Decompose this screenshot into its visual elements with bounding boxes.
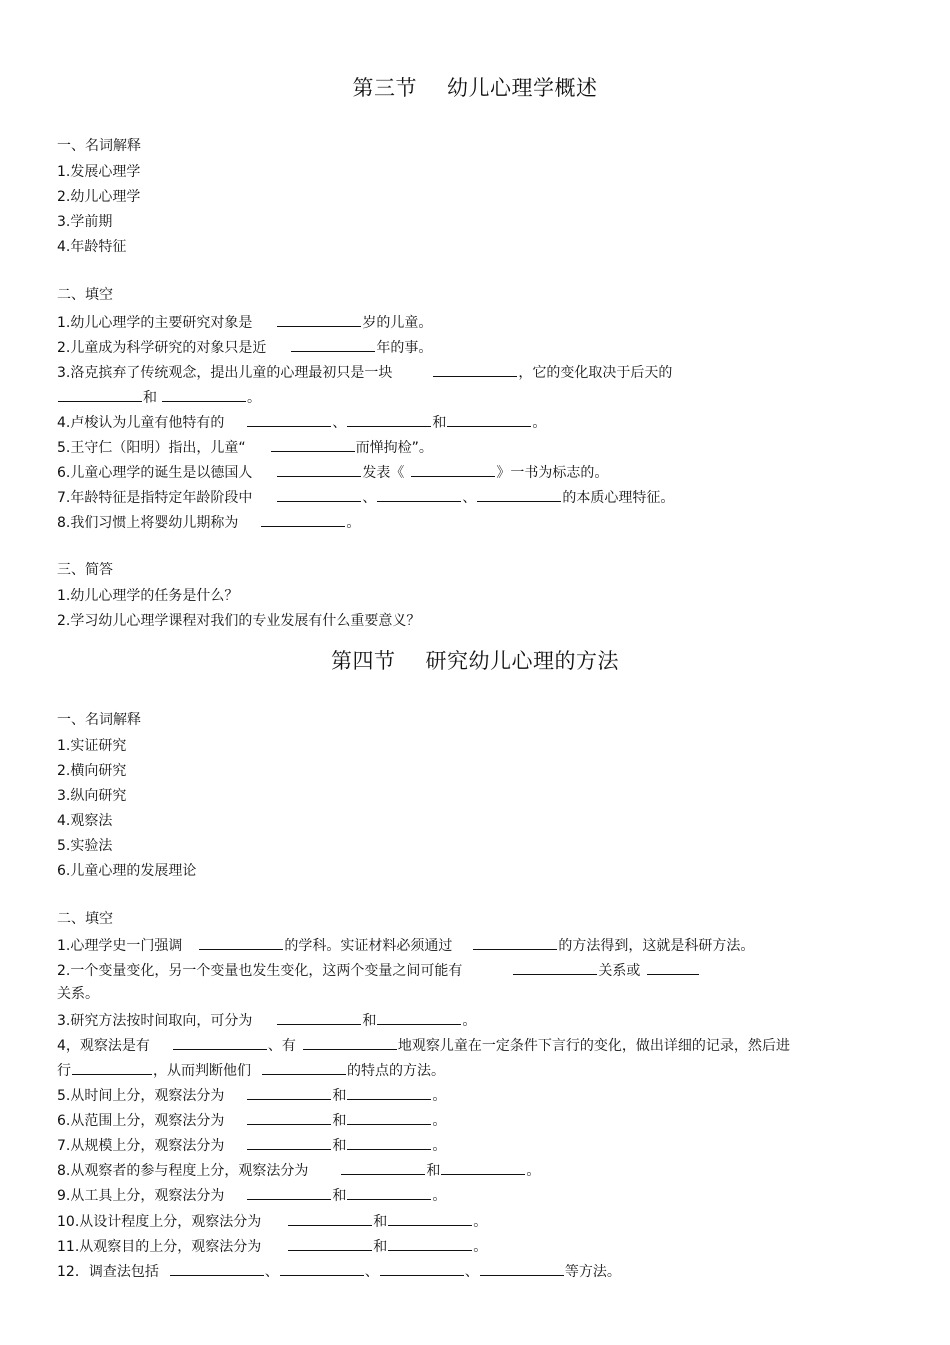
answer-blank[interactable] — [58, 388, 142, 402]
answer-blank[interactable] — [347, 1086, 431, 1100]
s4-fill-q10: 10.从设计程度上分，观察法分为 和 。 — [57, 1214, 488, 1230]
answer-blank[interactable] — [173, 1036, 267, 1050]
s4-part2-heading: 二、填空 — [57, 911, 113, 927]
s3-fill-q8: 8.我们习惯上将婴幼儿期称为 。 — [57, 515, 361, 531]
s3-part1-heading: 一、名词解释 — [57, 138, 141, 154]
s3-fill-q2: 2.儿童成为科学研究的对象只是近 年的事。 — [57, 340, 433, 356]
s4-term-2: 2.横向研究 — [57, 763, 127, 779]
s4-term-1: 1.实证研究 — [57, 738, 127, 754]
answer-blank[interactable] — [388, 1212, 472, 1226]
s4-fill-q6: 6.从范围上分，观察法分为 和 。 — [57, 1113, 447, 1129]
answer-blank[interactable] — [303, 1036, 397, 1050]
s3-fill-q5: 5.王守仁（阳明）指出，儿童“ 而惮拘检”。 — [57, 440, 433, 456]
section3-title-text: 幼儿心理学概述 — [447, 76, 598, 100]
s3-term-2: 2.幼儿心理学 — [57, 189, 141, 205]
answer-blank[interactable] — [447, 413, 531, 427]
s4-fill-q2: 2.一个变量变化，另一个变量也发生变化，这两个变量之间可能有 关系或 — [57, 961, 700, 980]
s3-fill-q1: 1.幼儿心理学的主要研究对象是 岁的儿童。 — [57, 315, 433, 331]
section3-title-num: 第三节 — [352, 76, 417, 100]
section4-title-num: 第四节 — [331, 649, 396, 673]
s3-part2-heading: 二、填空 — [57, 287, 113, 303]
answer-blank[interactable] — [347, 1186, 431, 1200]
answer-blank[interactable] — [261, 513, 345, 527]
s3-part3-heading: 三、简答 — [57, 562, 113, 578]
answer-blank[interactable] — [291, 338, 375, 352]
s4-term-6: 6.儿童心理的发展理论 — [57, 863, 197, 879]
answer-blank[interactable] — [347, 413, 431, 427]
s3-term-3: 3.学前期 — [57, 214, 113, 230]
answer-blank[interactable] — [280, 1262, 364, 1276]
answer-blank[interactable] — [477, 488, 561, 502]
answer-blank[interactable] — [277, 463, 361, 477]
s3-fill-q3: 3.洛克摈弃了传统观念，提出儿童的心理最初只是一块 ，它的变化取决于后天的 — [57, 365, 673, 381]
s4-fill-q9: 9.从工具上分，观察法分为 和 。 — [57, 1188, 447, 1204]
section4-title-text: 研究幼儿心理的方法 — [425, 649, 619, 673]
s4-term-4: 4.观察法 — [57, 813, 113, 829]
answer-blank[interactable] — [277, 1011, 361, 1025]
s3-fill-q6: 6.儿童心理学的诞生是以德国人 发表《 》一书为标志的。 — [57, 465, 609, 481]
answer-blank[interactable] — [377, 1011, 461, 1025]
s4-fill-q11: 11.从观察目的上分，观察法分为 和 。 — [57, 1239, 488, 1255]
s3-fill-q3-cont: 和 。 — [57, 388, 261, 407]
answer-blank[interactable] — [199, 936, 283, 950]
s4-fill-q8: 8.从观察者的参与程度上分，观察法分为 和 。 — [57, 1163, 541, 1179]
answer-blank[interactable] — [433, 363, 517, 377]
s4-fill-q1: 1.心理学史一门强调 的学科。实证材料必须通过 的方法得到，这就是科研方法。 — [57, 938, 755, 954]
s4-term-3: 3.纵向研究 — [57, 788, 127, 804]
s3-short-q1: 1.幼儿心理学的任务是什么？ — [57, 588, 239, 604]
answer-blank[interactable] — [647, 961, 699, 975]
s4-fill-q4: 4，观察法是有 、有 地观察儿童在一定条件下言行的变化，做出详细的记录，然后进 — [57, 1038, 790, 1054]
answer-blank[interactable] — [271, 438, 355, 452]
answer-blank[interactable] — [411, 463, 495, 477]
s4-fill-q12: 12．调查法包括 、 、 、 等方法。 — [57, 1264, 621, 1280]
answer-blank[interactable] — [247, 413, 331, 427]
answer-blank[interactable] — [162, 388, 246, 402]
answer-blank[interactable] — [473, 936, 557, 950]
section4-title — [0, 645, 950, 675]
s4-fill-q4-cont: 行 ，从而判断他们 的特点的方法。 — [57, 1063, 445, 1079]
answer-blank[interactable] — [247, 1136, 331, 1150]
answer-blank[interactable] — [341, 1161, 425, 1175]
answer-blank[interactable] — [480, 1262, 564, 1276]
s4-fill-q5: 5.从时间上分，观察法分为 和 。 — [57, 1088, 447, 1104]
answer-blank[interactable] — [441, 1161, 525, 1175]
s3-short-q2: 2.学习幼儿心理学课程对我们的专业发展有什么重要意义？ — [57, 613, 421, 629]
answer-blank[interactable] — [277, 488, 361, 502]
answer-blank[interactable] — [72, 1061, 152, 1075]
s4-fill-q7: 7.从规模上分，观察法分为 和 。 — [57, 1138, 447, 1154]
s3-fill-q7: 7.年龄特征是指特定年龄阶段中 、 、 的本质心理特征。 — [57, 490, 675, 506]
s3-term-4: 4.年龄特征 — [57, 239, 127, 255]
answer-blank[interactable] — [347, 1111, 431, 1125]
answer-blank[interactable] — [288, 1237, 372, 1251]
s3-term-1: 1.发展心理学 — [57, 164, 141, 180]
answer-blank[interactable] — [513, 961, 597, 975]
answer-blank[interactable] — [262, 1061, 346, 1075]
answer-blank[interactable] — [170, 1262, 264, 1276]
answer-blank[interactable] — [277, 313, 361, 327]
s4-fill-q2-cont: 关系。 — [57, 986, 99, 1002]
answer-blank[interactable] — [388, 1237, 472, 1251]
answer-blank[interactable] — [247, 1086, 331, 1100]
answer-blank[interactable] — [288, 1212, 372, 1226]
answer-blank[interactable] — [377, 488, 461, 502]
answer-blank[interactable] — [347, 1136, 431, 1150]
answer-blank[interactable] — [247, 1111, 331, 1125]
s4-term-5: 5.实验法 — [57, 838, 113, 854]
section3-title — [0, 72, 950, 102]
s3-fill-q4: 4.卢梭认为儿童有他特有的 、 和 。 — [57, 415, 547, 431]
s4-fill-q3: 3.研究方法按时间取向，可分为 和 。 — [57, 1013, 477, 1029]
answer-blank[interactable] — [247, 1186, 331, 1200]
answer-blank[interactable] — [380, 1262, 464, 1276]
s4-part1-heading: 一、名词解释 — [57, 712, 141, 728]
